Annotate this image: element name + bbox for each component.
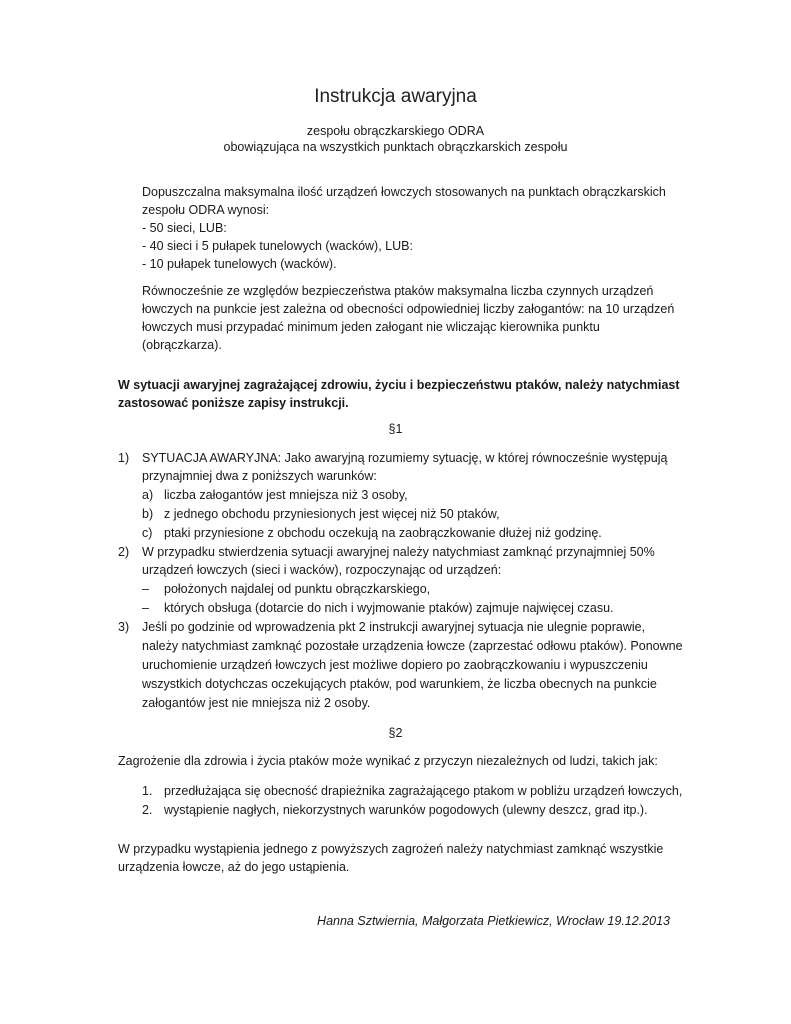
sub-item-text: ptaki przyniesione z obchodu oczekują na zaobrączkowanie dłużej niż godzinę. — [164, 526, 602, 540]
list-item-text: Jeśli po godzinie od wprowadzenia pkt 2 instrukcji awaryjnej sytuacja nie ulegnie poprawie, — [142, 620, 646, 634]
warning-line: zastosować poniższe zapisy instrukcji. — [118, 396, 349, 410]
intro-line: Dopuszczalna maksymalna ilość urządzeń łowczych stosowanych na punktach obrączkarskich — [142, 185, 666, 199]
document-title: Instrukcja awaryjna — [314, 86, 477, 107]
sub-item-text: liczba załogantów jest mniejsza niż 3 osoby, — [164, 488, 408, 502]
dash-marker: – — [142, 582, 149, 596]
intro-line: zespołu ODRA wynosi: — [142, 203, 270, 217]
section-2-heading: §2 — [388, 726, 403, 740]
section-2-intro: Zagrożenie dla zdrowia i życia ptaków może wynikać z przyczyn niezależnych od ludzi, takich jak: — [118, 754, 658, 768]
subtitle-scope: obowiązująca na wszystkich punktach obrączkarskich zespołu — [223, 140, 568, 154]
safety-line: łowczych na punkcie jest zależna od obecności odpowiedniej liczby załogantów: na 10 urządzeń — [142, 302, 675, 316]
intro-line: - 50 sieci, LUB: — [142, 221, 227, 235]
warning-line: W sytuacji awaryjnej zagrażającej zdrowiu, życiu i bezpieczeństwu ptaków, należy natychmiast — [118, 378, 680, 392]
safety-line: łowczych musi przypadać minimum jeden załogant nie wliczając kierownika punktu — [142, 320, 600, 334]
list-item-text: należy natychmiast zamknąć pozostałe urządzenia łowcze (zaprzestać odłowu ptaków). Ponowne — [142, 639, 683, 653]
closing-line: W przypadku wystąpienia jednego z powyższych zagrożeń należy natychmiast zamknąć wszystkie — [118, 842, 664, 856]
list-number: 3) — [118, 620, 130, 634]
list-number: 2. — [142, 803, 153, 817]
list-number: 2) — [118, 545, 130, 559]
list-item-text: uruchomienie urządzeń łowczych jest możliwe dopiero po zaobrączkowaniu i wypuszczeniu — [142, 658, 648, 672]
subtitle-team: zespołu obrączkarskiego ODRA — [306, 124, 485, 138]
list-item-text: przedłużająca się obecność drapieżnika zagrażającego ptakom w pobliżu urządzeń łowczych, — [164, 784, 683, 798]
list-item-text: urządzeń łowczych (sieci i wacków), rozpoczynając od urządzeń: — [142, 563, 502, 577]
list-item-text: W przypadku stwierdzenia sytuacji awaryjnej należy natychmiast zamknąć przynajmniej 50% — [142, 545, 655, 559]
list-item-text: SYTUACJA AWARYJNA: Jako awaryjną rozumiemy sytuację, w której równocześnie występują — [142, 451, 668, 465]
sub-marker: a) — [142, 488, 154, 502]
sub-marker: b) — [142, 507, 154, 521]
sub-item-text: których obsługa (dotarcie do nich i wyjmowanie ptaków) zajmuje najwięcej czasu. — [164, 601, 614, 615]
list-item-text: przynajmniej dwa z poniższych warunków: — [142, 469, 377, 483]
dash-marker: – — [142, 601, 149, 615]
intro-line: - 10 pułapek tunelowych (wacków). — [142, 257, 337, 271]
list-item-text: wszystkich dotychczas oczekujących ptaków, pod warunkiem, że liczba obecnych na punkcie — [142, 677, 657, 691]
list-item-text: załogantów jest nie mniejsza niż 2 osoby. — [142, 696, 371, 710]
sub-marker: c) — [142, 526, 153, 540]
sub-item-text: położonych najdalej od punktu obrączkarskiego, — [164, 582, 431, 596]
closing-line: urządzenia łowcze, aż do jego ustąpienia. — [118, 860, 350, 874]
section-1-heading: §1 — [388, 422, 403, 436]
sub-item-text: z jednego obchodu przyniesionych jest więcej niż 50 ptaków, — [164, 507, 500, 521]
list-number: 1) — [118, 451, 130, 465]
list-number: 1. — [142, 784, 153, 798]
signature: Hanna Sztwiernia, Małgorzata Pietkiewicz, Wrocław 19.12.2013 — [317, 914, 670, 928]
intro-line: - 40 sieci i 5 pułapek tunelowych (wacków), LUB: — [142, 239, 413, 253]
safety-line: Równocześnie ze względów bezpieczeństwa ptaków maksymalna liczba czynnych urządzeń — [142, 284, 654, 298]
list-item-text: wystąpienie nagłych, niekorzystnych warunków pogodowych (ulewny deszcz, grad itp.). — [164, 803, 648, 817]
safety-line: (obrączkarza). — [142, 338, 222, 352]
